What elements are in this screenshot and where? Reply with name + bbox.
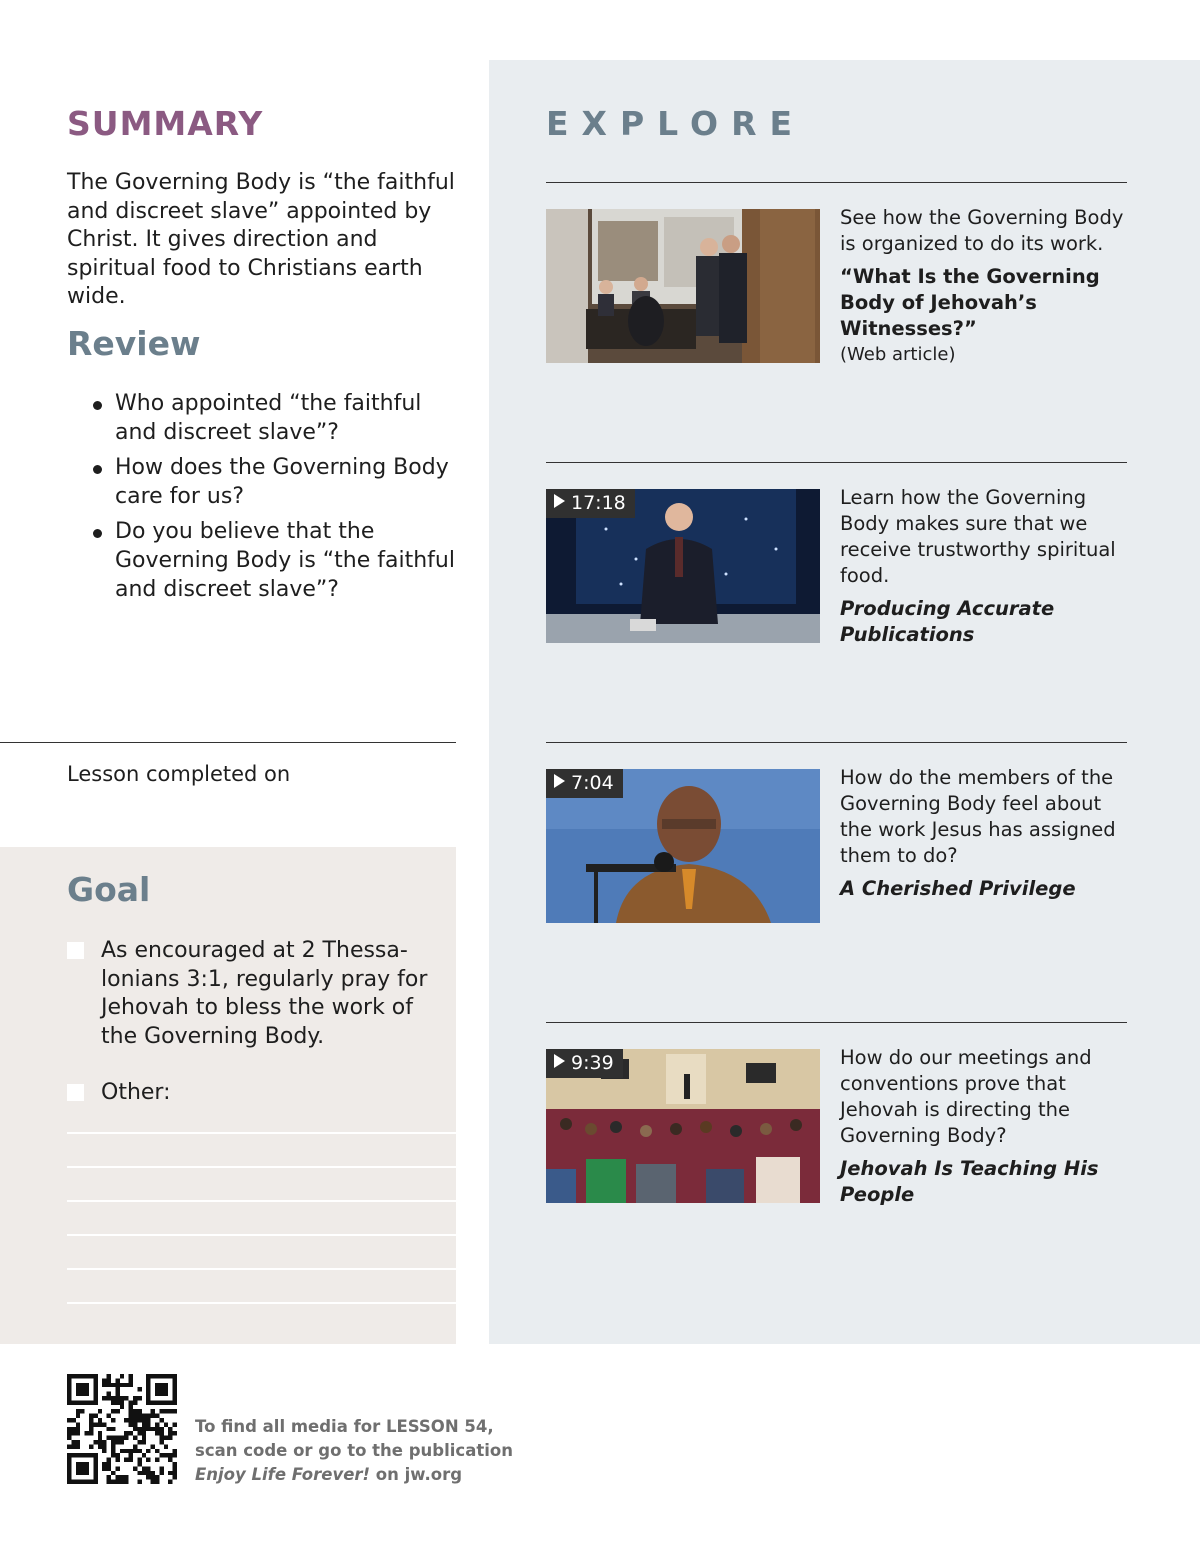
explore-item-1 [840,205,1130,368]
review-question [90,454,460,511]
divider [0,742,456,743]
explore-title-link[interactable]: A Cherished Privilege [840,877,1076,900]
review-question-text: Do you believe that the Governing Body is “the faithful and discreet slave”? [115,519,455,602]
meeting-room-photo-icon[interactable] [546,209,820,363]
summary-text: The Governing Body is “the faithful and discreet slave” appointed by Christ. It gives direction and spiritual food to Christians earth wide. [67,170,455,310]
divider [546,742,1127,743]
goal-item-text: Other: [101,1080,171,1105]
publication-title[interactable]: Enjoy Life Forever! [195,1465,371,1484]
footer-line: To find all media for LESSON 54, [195,1417,494,1436]
writing-line[interactable] [67,1166,456,1168]
divider [546,462,1127,463]
review-question [90,518,460,604]
goal-item-text: As encouraged at 2 Thessa-lonians 3:1, regularly pray for Jehovah to bless the work of the Governing Body. [101,938,428,1049]
video-duration: 9:39 [571,1052,614,1074]
explore-description: See how the Governing Body is organized to do its work. [840,206,1124,255]
congregation-meeting-photo-icon[interactable] [546,1049,820,1203]
speaker-at-microphone-photo-icon[interactable] [546,769,820,923]
checkbox[interactable] [67,1084,84,1101]
speaker-at-desk-photo-icon[interactable] [546,489,820,643]
writing-line[interactable] [67,1268,456,1270]
video-duration-badge [546,1049,623,1078]
review-heading: Review [67,324,201,363]
divider [546,182,1127,183]
writing-line[interactable] [67,1302,456,1304]
summary-heading: SUMMARY [67,104,264,143]
bullet-icon [93,529,102,538]
review-question [90,390,460,447]
writing-line[interactable] [67,1132,456,1134]
explore-item-3 [840,765,1130,902]
footer-line: scan code or go to the publication [195,1441,513,1460]
explore-item-4 [840,1045,1130,1208]
play-icon [554,774,565,788]
explore-item-2 [840,485,1130,648]
play-icon [554,1054,565,1068]
lesson-completed-label: Lesson completed on [67,762,291,786]
explore-title-link[interactable]: Producing Accurate Publications [840,597,1055,646]
explore-description: Learn how the Governing Body makes sure that we receive trustworthy spiritual food. [840,486,1116,587]
explore-title-link[interactable]: “What Is the Governing Body of Jehovah’s Witnesses?” [840,265,1100,340]
goal-item-other [67,1079,437,1108]
checkbox[interactable] [67,942,84,959]
video-duration-badge [546,769,623,798]
writing-line[interactable] [67,1200,456,1202]
explore-heading: EXPLORE [546,104,806,143]
explore-media-type: (Web article) [840,344,956,365]
review-list [90,390,460,611]
review-question-text: Who appointed “the faithful and discreet slave”? [115,391,422,445]
explore-description: How do the members of the Governing Body feel about the work Jesus has assigned them to do? [840,766,1116,867]
video-duration: 7:04 [571,772,614,794]
goal-item [67,937,437,1051]
review-question-text: How does the Governing Body care for us? [115,455,449,509]
qr-code-icon[interactable] [67,1374,177,1484]
footer-line [195,1463,513,1487]
footer-line-suffix: on jw.org [370,1465,463,1484]
bullet-icon [93,401,102,410]
explore-description: How do our meetings and conventions prove that Jehovah is directing the Governing Body? [840,1046,1092,1147]
writing-line[interactable] [67,1234,456,1236]
footer-text [195,1415,513,1487]
play-icon [554,494,565,508]
video-duration: 17:18 [571,492,626,514]
explore-title-link[interactable]: Jehovah Is Teaching His People [840,1157,1099,1206]
goal-heading: Goal [67,870,151,909]
bullet-icon [93,465,102,474]
video-duration-badge [546,489,635,518]
divider [546,1022,1127,1023]
